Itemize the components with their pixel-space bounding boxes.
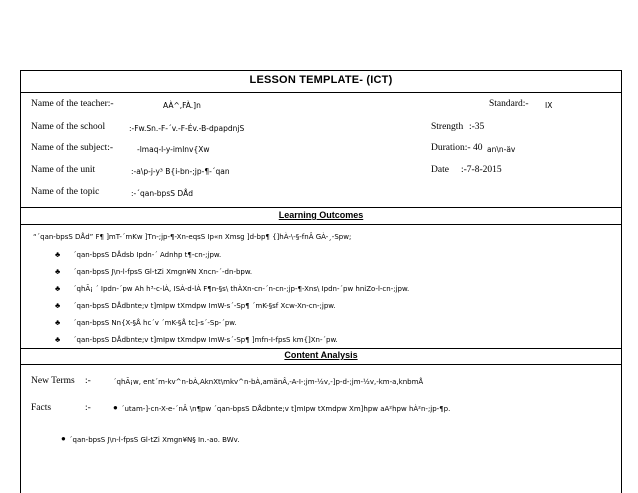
content-analysis-top-rule — [21, 348, 621, 349]
dot-bullet-icon: ● — [113, 403, 118, 412]
new-terms-label: New Terms — [31, 376, 75, 386]
club-bullet-icon: ♣ — [55, 318, 61, 327]
list-item: ´qhÃ¡ ´ Ipdn-´pw Ah h³-c-lÀ, ISÀ-d-lÀ F¶n-§s\ thÀXn-cn-´n-cn-;jp-¶-Xns\ Ipdn-´pw hniZo-l-cn-;jpw. — [73, 285, 410, 293]
list-item: ´qan-bpsS DÅdbnte;v t]mIpw tXmdpw ImW-s´-Sp¶ ]mfn-I-fpsS km{]Xn-´pw. — [73, 336, 338, 344]
learning-outcomes-intro: “´qan-bpsS DÅd” F¶ ]mT-´mKw ]Tn-;jp-¶-Xn-eqsS Ip«n Xmsg ]d-bp¶ {]hÀ-\-§-fnÂ GÀ-¸-Spw; — [33, 233, 352, 241]
lesson-template-page — [20, 70, 622, 493]
learning-outcomes-top-rule — [21, 207, 621, 208]
date-value: :-7-8-2015 — [461, 165, 502, 175]
content-analysis-heading: Content Analysis — [284, 350, 358, 360]
subject-value: -lmaq-l-y-imlnv{Xw — [137, 145, 210, 154]
facts-item: ´qan-bpsS J\n-l-fpsS Gl-tZi Xmgn¥N§ In.-ao. BWv. — [69, 436, 240, 444]
new-terms-value: ´qhÃ¡w, ent´m-kv^n-bÀ,AknXt\mkv^n-bÀ,amänÂ,-A-I-;jm-½v,-]p-d-;jm-½v,-km-a,knbmÅ — [113, 378, 424, 386]
club-bullet-icon: ♣ — [55, 250, 61, 259]
unit-value: :-a\p-j-y³ B{i-bn-;jp-¶-´qan — [131, 167, 230, 176]
club-bullet-icon: ♣ — [55, 284, 61, 293]
topic-label: Name of the topic — [31, 187, 100, 197]
subject-label: Name of the subject:- — [31, 143, 114, 153]
unit-label: Name of the unit — [31, 165, 96, 175]
learning-outcomes-heading: Learning Outcomes — [278, 210, 364, 220]
content-analysis-bottom-rule — [21, 364, 621, 365]
teacher-value: AÀ^,FÀ.]n — [163, 101, 201, 110]
duration-unit: an\n-äv — [487, 145, 516, 154]
standard-value: IX — [545, 101, 553, 110]
learning-outcomes-bottom-rule — [21, 224, 621, 225]
facts-label: Facts — [31, 403, 52, 413]
list-item: ´qan-bpsS DÅdbnte;v t]mIpw tXmdpw ImW-s´-Sp¶ ´mK-§sf Xcw-Xn-cn-;jpw. — [73, 302, 336, 310]
standard-label: Standard:- — [489, 99, 529, 109]
facts-item: ´utam-]-cn-X-e-´nÂ \n¶pw ´qan-bpsS DÅdbnte;v t]mIpw tXmdpw Xm]hpw aA²hpw hÀ²n-;jp-¶p. — [121, 405, 451, 413]
school-label: Name of the school — [31, 122, 106, 132]
club-bullet-icon: ♣ — [55, 301, 61, 310]
list-item: ´qan-bpsS Nn{X-§Å hc´v ´mK-§Å tc]-s´-Sp-´pw. — [73, 319, 237, 327]
dot-bullet-icon: ● — [61, 434, 66, 443]
duration-label: Duration:- — [431, 143, 471, 153]
strength-label: Strength — [431, 122, 464, 132]
duration-value: 40 — [473, 143, 483, 153]
page-title: LESSON TEMPLATE- (ICT) — [249, 74, 393, 86]
club-bullet-icon: ♣ — [55, 267, 61, 276]
title-divider — [21, 92, 621, 93]
date-label: Date — [431, 165, 449, 175]
list-item: ´qan-bpsS J\n-l-fpsS Gl-tZi Xmgn¥N Xncn-´-dn-bpw. — [73, 268, 253, 276]
list-item: ´qan-bpsS DÅdsb Ipdn-´ Adnhp t¶-cn-;jpw. — [73, 251, 222, 259]
topic-value: :-´qan-bpsS DÅd — [131, 189, 194, 198]
facts-separator: :- — [85, 403, 91, 413]
top-border — [21, 70, 621, 71]
club-bullet-icon: ♣ — [55, 335, 61, 344]
new-terms-separator: :- — [85, 376, 91, 386]
teacher-label: Name of the teacher:- — [31, 99, 114, 109]
school-value: :-Fw.Sn.-F-´v.-F-Év.-B-dpapdnjS — [129, 124, 245, 133]
strength-value: :-35 — [469, 122, 485, 132]
